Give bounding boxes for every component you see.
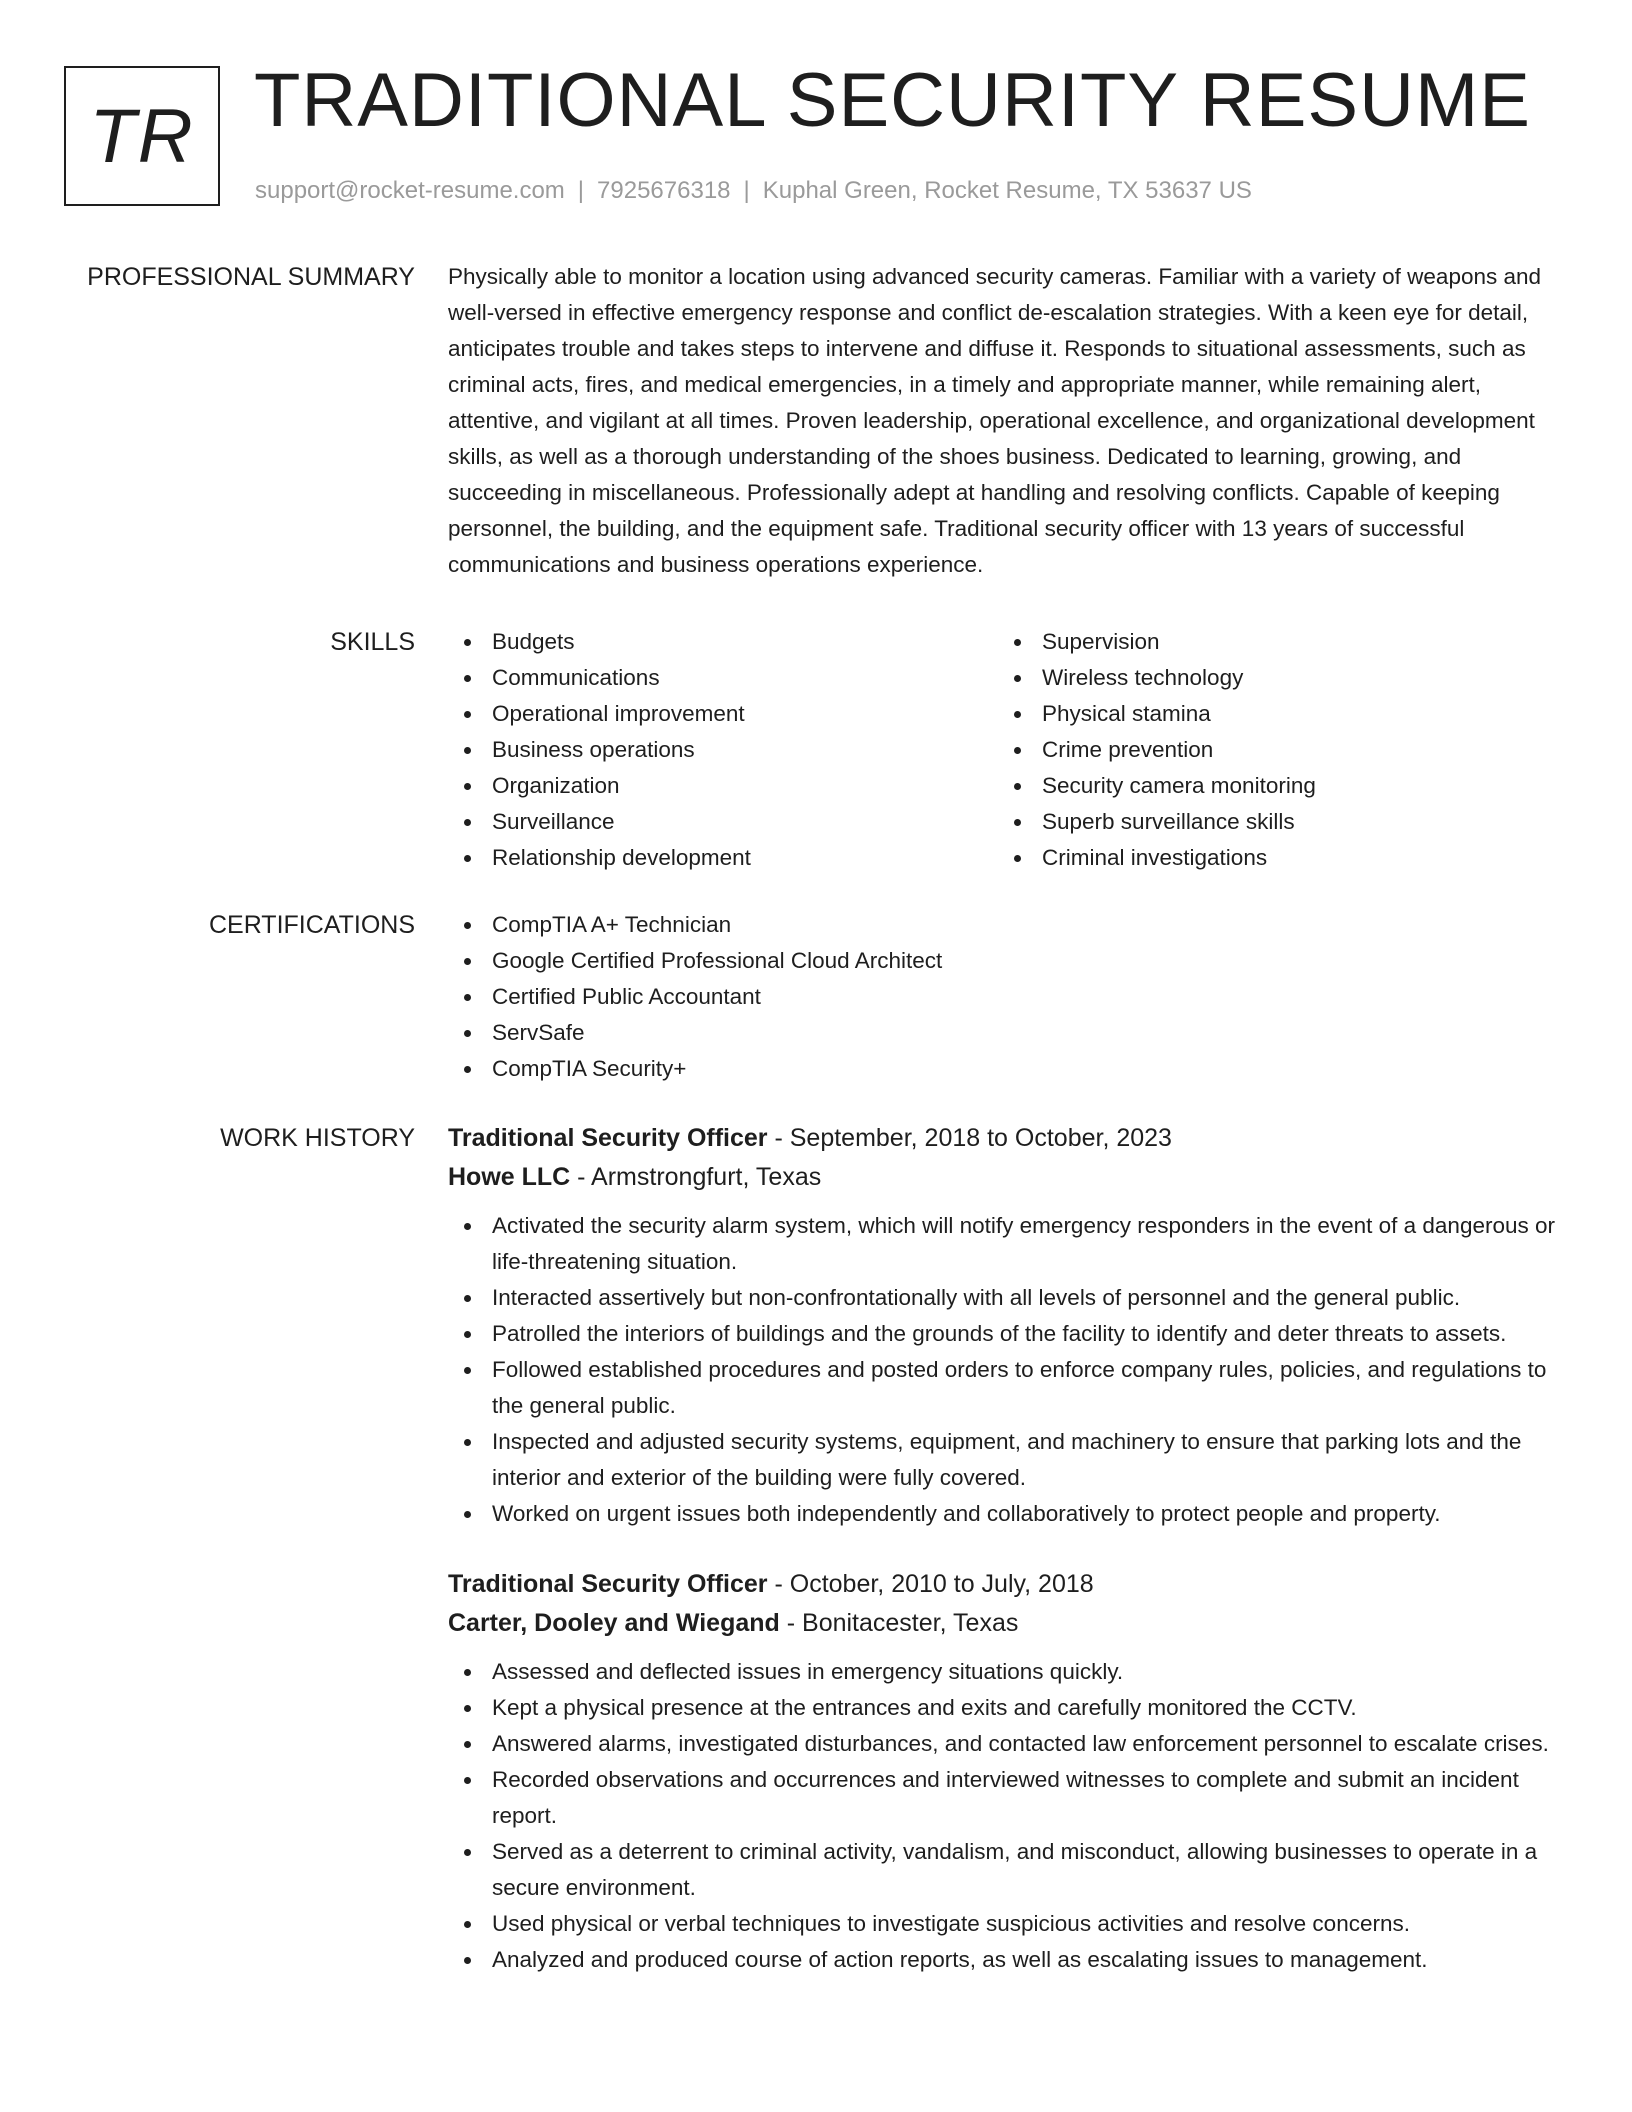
skill-item: Superb surveillance skills	[998, 804, 1548, 840]
contact-address: Kuphal Green, Rocket Resume, TX 53637 US	[762, 177, 1252, 204]
skill-item: Security camera monitoring	[998, 768, 1548, 804]
certification-item: Certified Public Accountant	[448, 979, 1568, 1015]
job-bullet: Answered alarms, investigated disturbances, and contacted law enforcement personnel to escalate crises.	[448, 1726, 1568, 1762]
certification-item: CompTIA Security+	[448, 1051, 1568, 1087]
section-label-certifications: CERTIFICATIONS	[208, 911, 415, 939]
certifications-body	[448, 910, 1568, 1087]
skills-list-right	[998, 624, 1548, 876]
certification-item: Google Certified Professional Cloud Architect	[448, 943, 1568, 979]
summary-body	[448, 262, 1568, 583]
contact-separator: |	[743, 177, 750, 204]
job-bullet: Activated the security alarm system, which will notify emergency responders in the event of a dangerous or life-threatening situation.	[448, 1208, 1568, 1280]
job-title-line	[448, 1119, 1568, 1158]
job-company-line	[448, 1158, 1568, 1197]
job-bullets	[448, 1208, 1568, 1532]
job-bullet: Kept a physical presence at the entrances and exits and carefully monitored the CCTV.	[448, 1690, 1568, 1726]
section-professional-summary	[0, 262, 1632, 583]
skill-item: Communications	[448, 660, 998, 696]
skill-item: Organization	[448, 768, 998, 804]
section-work-history	[0, 1123, 1632, 1978]
contact-email[interactable]: support@rocket-resume.com	[255, 177, 565, 204]
skills-grid	[448, 627, 1568, 876]
skill-item: Operational improvement	[448, 696, 998, 732]
section-label-work-history: WORK HISTORY	[220, 1124, 415, 1152]
job-dates: - October, 2010 to July, 2018	[767, 1570, 1094, 1598]
section-label-skills: SKILLS	[330, 628, 415, 656]
job-title: Traditional Security Officer	[448, 1124, 768, 1152]
section-label-summary: PROFESSIONAL SUMMARY	[87, 263, 415, 291]
job-bullet: Interacted assertively but non-confrontationally with all levels of personnel and the general public.	[448, 1280, 1568, 1316]
skill-item: Criminal investigations	[998, 840, 1548, 876]
job-bullet: Used physical or verbal techniques to investigate suspicious activities and resolve concerns.	[448, 1906, 1568, 1942]
job-title-line	[448, 1565, 1568, 1604]
job-bullet: Analyzed and produced course of action reports, as well as escalating issues to management.	[448, 1942, 1568, 1978]
job-bullet: Patrolled the interiors of buildings and the grounds of the facility to identify and deter threats to assets.	[448, 1316, 1568, 1352]
skill-item: Wireless technology	[998, 660, 1548, 696]
skills-list-left	[448, 624, 998, 876]
work-history-body	[448, 1119, 1568, 1978]
job-location: - Armstrongfurt, Texas	[570, 1163, 822, 1191]
job-bullet: Inspected and adjusted security systems, equipment, and machinery to ensure that parking lots and the interior and exterior of the building were fully covered.	[448, 1424, 1568, 1496]
job-bullets	[448, 1654, 1568, 1978]
skill-item: Surveillance	[448, 804, 998, 840]
section-skills	[0, 627, 1632, 876]
skill-item: Supervision	[998, 624, 1548, 660]
job-company: Carter, Dooley and Wiegand	[448, 1609, 780, 1637]
job-entry	[448, 1565, 1568, 1978]
section-certifications	[0, 910, 1632, 1087]
certification-item: ServSafe	[448, 1015, 1568, 1051]
certifications-list	[448, 907, 1568, 1087]
certification-item: CompTIA A+ Technician	[448, 907, 1568, 943]
job-bullet: Worked on urgent issues both independently and collaboratively to protect people and property.	[448, 1496, 1568, 1532]
job-dates: - September, 2018 to October, 2023	[767, 1124, 1172, 1152]
skill-item: Crime prevention	[998, 732, 1548, 768]
job-bullet: Assessed and deflected issues in emergency situations quickly.	[448, 1654, 1568, 1690]
job-company-line	[448, 1604, 1568, 1643]
contact-phone[interactable]: 7925676318	[597, 177, 731, 204]
resume-body	[0, 262, 1632, 1978]
job-entry	[448, 1119, 1568, 1532]
job-bullet: Recorded observations and occurrences and interviewed witnesses to complete and submit an incident report.	[448, 1762, 1568, 1834]
contact-separator: |	[577, 177, 585, 204]
job-bullet: Followed established procedures and posted orders to enforce company rules, policies, and regulations to the general public.	[448, 1352, 1568, 1424]
summary-text: Physically able to monitor a location using advanced security cameras. Familiar with a variety of weapons and well-versed in effective emergency response and conflict de-escalation strategies. With a keen eye for detail, anticipates trouble and takes steps to intervene and diffuse it. Responds to situational assessments, such as criminal acts, fires, and medical emergencies, in a timely and appropriate manner, while remaining alert, attentive, and vigilant at all times. Proven leadership, operational excellence, and organizational development skills, as well as a thorough understanding of the shoes business. Dedicated to learning, growing, and succeeding in miscellaneous. Professionally adept at handling and resolving conflicts. Capable of keeping personnel, the building, and the equipment safe. Traditional security officer with 13 years of successful communications and business operations experience.	[448, 264, 1542, 577]
contact-line	[255, 176, 1252, 206]
skill-item: Budgets	[448, 624, 998, 660]
job-location: - Bonitacester, Texas	[779, 1609, 1019, 1637]
resume-title: TRADITIONAL SECURITY RESUME	[254, 58, 1531, 143]
job-company: Howe LLC	[448, 1163, 571, 1191]
job-title: Traditional Security Officer	[448, 1570, 768, 1598]
monogram-box: TR	[64, 66, 220, 206]
job-bullet: Served as a deterrent to criminal activity, vandalism, and misconduct, allowing businesses to operate in a secure environment.	[448, 1834, 1568, 1906]
skill-item: Business operations	[448, 732, 998, 768]
skill-item: Physical stamina	[998, 696, 1548, 732]
skill-item: Relationship development	[448, 840, 998, 876]
